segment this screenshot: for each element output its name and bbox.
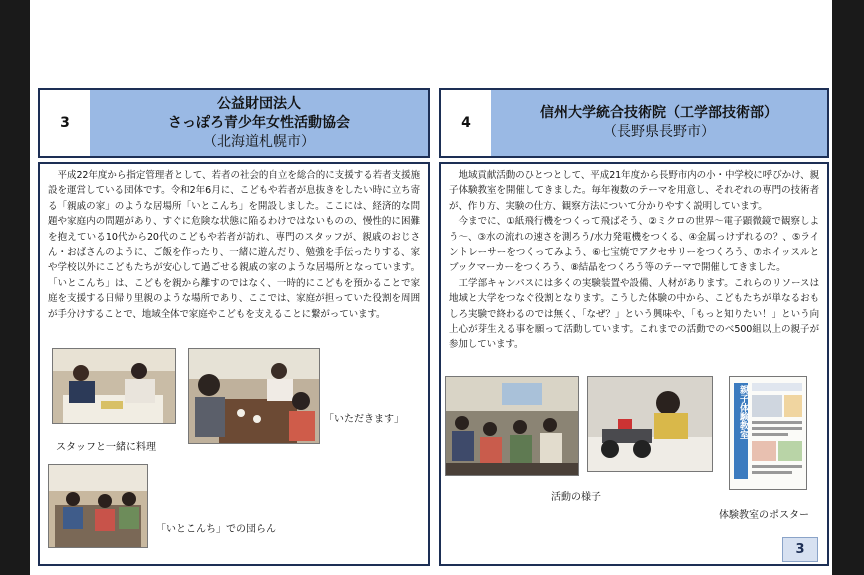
caption-gathering: 「いとこんち」での団らん [156, 524, 276, 535]
left-org-name: さっぽろ青少年女性活動協会 [168, 114, 350, 131]
left-entry-number: 3 [40, 90, 92, 156]
itadakimasu-photo [188, 348, 320, 444]
right-location: （長野県長野市） [603, 124, 715, 140]
caption-poster: 体験教室のポスター [719, 510, 809, 521]
right-header [439, 88, 829, 158]
left-header [38, 88, 430, 158]
robot-photo [587, 376, 713, 472]
poster-image [729, 376, 807, 490]
right-title [491, 90, 827, 156]
cooking-photo [52, 348, 176, 424]
poster-title: 親子体験教室 [738, 385, 748, 439]
left-paragraph: 平成22年度から指定管理者として、若者の社会的自立を総合的に支援する若者支援施設を運営している団体です。令和2年6月に、こどもや若者が息抜きをしたい時に立ち寄る「親戚の家」のような居場所「いとこんち」を開設しました。ここには、経済的な問題や家庭内の問題があり、すぐに危険な状態に陥るわけではないものの、慢性的に困難を抱えている10代から20代のこどもや若者が訪れ、専門のスタッフが、親戚のおじさん・おばさんのように、ご飯を作ったり、一緒に遊んだり、勉強を手伝ったりする、家や学校以外にこどもたちが安心して過ごせる親戚の家のような居場所となっています。「いとこんち」は、こどもを親から離すのではなく、一時的にこどもを預かることで家庭を支援する日帰り里親のような場所であり、ここでは、家庭が担っていた役割を周囲が手分けすることで、地域全体で家庭やこどもを支えることに繋がっています。 [48, 170, 420, 320]
left-panel [38, 162, 430, 566]
right-org-name: 信州大学統合技術院（工学部技術部） [540, 105, 778, 121]
left-body-text [48, 168, 420, 322]
left-location: （北海道札幌市） [203, 133, 315, 150]
document-page [30, 0, 832, 575]
right-paragraph-3: 工学部キャンパスには多くの実験装置や設備、人材があります。これらのリソースは地域と大学をつなぐ役割となります。こうした体験の中から、こどもたちが単なるおもしろ実験で終わるのでは無く、「なぜ？」という興味や、「もっと知りたい！」という向上心が芽生える事を願って活動しています。これまでの活動でのべ500組以上の親子が参加しています。 [449, 277, 819, 351]
gathering-photo [48, 464, 148, 548]
activity-photo [445, 376, 579, 476]
page-number: 3 [782, 537, 818, 562]
right-panel [439, 162, 829, 566]
right-paragraph-2: 今までに、①紙飛行機をつくって飛ばそう、②ミクロの世界〜電子顕微鏡で観察しよう〜、③水の流れの速さを測ろう/水力発電機をつくる、④金属っけずれるの？、⑤ライントレーサーをつくってみよう、⑥七宝焼でアクセサリーをつくろう、⑦ホイッスルとブックマーカーをつくろう、⑧結晶をつくろう等のテーマで開催してきました。 [449, 216, 819, 274]
caption-cooking: スタッフと一緒に料理 [56, 442, 156, 453]
left-title [90, 90, 428, 156]
right-body-text [449, 168, 819, 353]
caption-itadakimasu: 「いただきます」 [324, 414, 404, 425]
caption-activity: 活動の様子 [551, 492, 601, 503]
right-paragraph-1: 地域貢献活動のひとつとして、平成21年度から長野市内の小・中学校に呼びかけ、親子体験教室を開催してきました。毎年複数のテーマを用意し、それぞれの専門の技術者が、作り方、実験の仕方、観察方法について分かりやすく説明しています。 [449, 170, 819, 212]
left-org-type: 公益財団法人 [217, 95, 301, 112]
right-entry-number: 4 [441, 90, 493, 156]
